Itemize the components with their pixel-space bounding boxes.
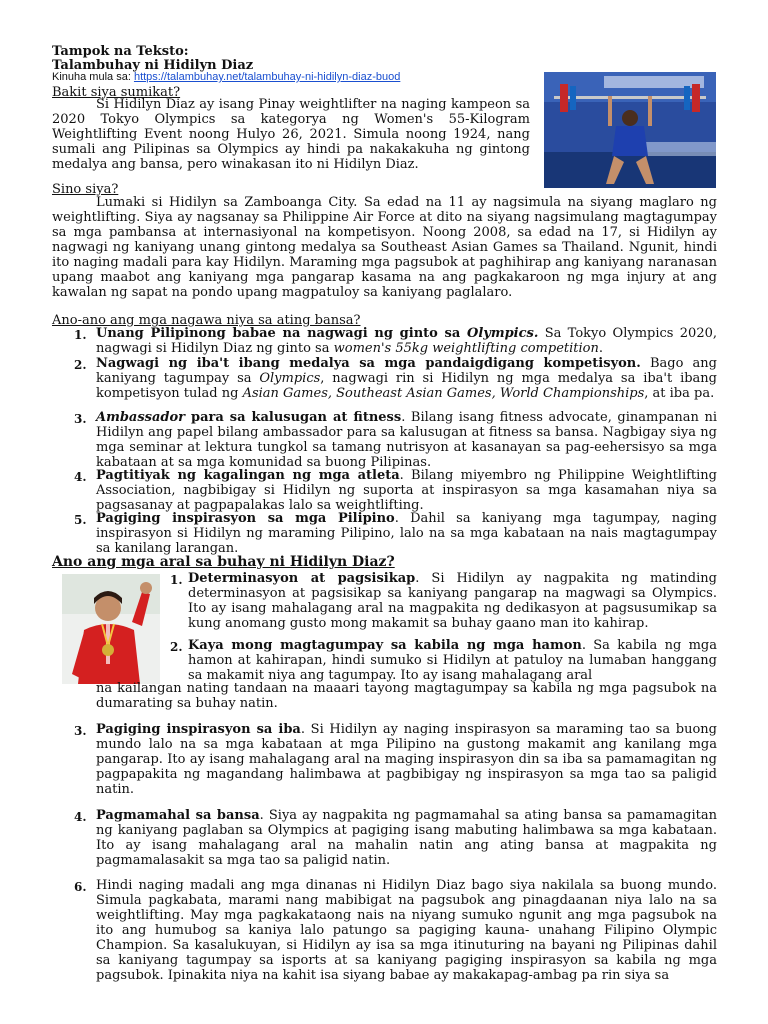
list-number: 1. [170, 573, 183, 587]
list-item-continuation: na kailangan nating tandaan na maaari tayong magtagumpay sa kabila ng mga pagsubok na dumarating sa buhay natin. [96, 681, 717, 711]
list-item [96, 808, 717, 868]
item-body: . Siya ay nagpakita ng pagmamahal sa ating bansa sa pamamagitan ng kaniyang paglaban sa Olympics at pagiging isang mabuting halimbawa sa mga kabataan. Ito ay isang mahalagang aral na mahalin natin ang ating bansa at magpakita ng pagmamalasakit sa mga tao sa paligid natin. [96, 808, 717, 868]
item-title: Pagiging inspirasyon sa mga Pilipino [96, 511, 395, 526]
item-title: para sa kalusugan at fitness [185, 410, 402, 425]
weightlifter-photo [544, 72, 716, 188]
item-title: Nagwagi ng iba't ibang medalya sa mga pandaigdigang kompetisyon. [96, 356, 641, 371]
heading-mga-aral: Ano ang mga aral sa buhay ni Hidilyn Diaz? [52, 554, 395, 570]
item-body: . Dahil sa kaniyang mga tagumpay, naging inspirasyon si Hidilyn ng maraming Pilipino, lalo na sa mga kabataan na nais magtagumpay sa kanilang larangan. [96, 511, 717, 556]
item-title: Pagtitiyak ng kagalingan ng mga atleta [96, 468, 400, 483]
heading-ano-ano: Ano-ano ang mga nagawa niya sa ating bansa? [52, 313, 361, 328]
item-title: Kaya mong magtagumpay sa kabila ng mga hamon [188, 638, 582, 653]
item-body: Bago ang kaniyang tagumpay sa [96, 356, 718, 386]
athlete-wave-icon [62, 574, 160, 684]
item-title-em: Ambassador [96, 410, 186, 425]
list-item [188, 571, 717, 631]
item-body-em: Olympics [259, 371, 321, 386]
item-title: Determinasyon at pagsisikap [188, 571, 416, 586]
athlete-photo [62, 574, 160, 684]
item-title-em: Olympics. [467, 326, 539, 341]
heading-bakit-siya-sumikat: Bakit siya sumikat? [52, 85, 181, 100]
list-number: 2. [170, 640, 183, 654]
list-item [96, 356, 717, 401]
para-bakit: Si Hidilyn Diaz ay isang Pinay weightlifter na naging kampeon sa 2020 Tokyo Olympics sa kategorya ng Women's 55-Kilogram Weightlifting Event noong Hulyo 26, 2021. Simula noong 1924, nang sumali ang Pilipinas sa Olympics ay hindi pa nakakakuha ng gintong medalya ang bansa, pero winakasan ito ni Hidilyn Diaz. [52, 97, 530, 172]
list-item [96, 511, 717, 556]
item-body: . Si Hidilyn ay nagpakita ng matinding determinasyon at pagsisikap sa kaniyang pangarap na magwagi sa Olympics. Ito ay isang mahalagang aral na magpakita ng dedikasyon at pagsusumikap sa kung anomang gusto mong makamit sa buhay gaano man ito kahirap. [188, 571, 717, 631]
heading-sino-siya: Sino siya? [52, 182, 119, 197]
list-item [96, 326, 717, 356]
list-item [96, 722, 717, 797]
list-number: 3. [74, 412, 87, 426]
item-body: Sa Tokyo Olympics 2020, nagwagi si Hidilyn Diaz ng ginto sa [96, 326, 717, 356]
weightlifter-icon [544, 72, 716, 188]
para-sino: Lumaki si Hidilyn sa Zamboanga City. Sa edad na 11 ay nagsimula na siyang maglaro ng weightlifting. Siya ay nagsanay sa Philippine Air Force at dito na siyang nagsimulang magtagumpay sa mga pambansa at internasiyonal na kompetisyon. Noong 2008, sa edad na 17, si Hidilyn ay nagwagi ng kaniyang unang gintong medalya sa Southeast Asian Games sa Thailand. Ngunit, hindi ito naging madali para kay Hidilyn. Maraming mga pagsubok at paghihirap ang kaniyang naranasan upang maabot ang kaniyang mga pangarap kasama na ang pagkakaroon ng mga injury at ang kawalan ng sapat na pondo upang magpatuloy sa kaniyang paglalaro. [52, 195, 717, 300]
doc-subtitle: Talambuhay ni Hidilyn Diaz [52, 58, 254, 73]
source-line [52, 71, 400, 84]
list-item [188, 638, 717, 683]
item-title: Pagmamahal sa bansa [96, 808, 260, 823]
item-body: . Bilang miyembro ng Philippine Weightlifting Association, nagbibigay si Hidilyn ng suporta at inspirasyon sa mga kasamahan niya sa pagsasanay at pagpapalakas lalo sa weightlifting. [96, 468, 717, 513]
source-link[interactable]: https://talambuhay.net/talambuhay-ni-hidilyn-diaz-buod [133, 71, 401, 83]
item-body: . Bilang isang fitness advocate, ginampanan ni Hidilyn ang papel bilang ambassador para sa kalusugan at fitness sa bansa. Nagbigay siya ng mga seminar at lektura tungkol sa tamang nutrisyon at kasanayan sa pag-eehersisyo sa mga kabataan at sa mga komunidad sa buong Pilipinas. [96, 410, 717, 470]
list-number: 6. [74, 880, 87, 894]
item-body-mid: , nagwagi rin si Hidilyn ng mga medalya sa iba't ibang kompetisyon tulad ng [96, 371, 717, 401]
list-number: 4. [74, 810, 87, 824]
item-body-em: women's 55kg weightlifting competition [333, 341, 599, 356]
list-item [96, 468, 717, 513]
list-item: Hindi naging madali ang mga dinanas ni Hidilyn Diaz bago siya nakilala sa buong mundo. Simula pagkabata, marami nang mabibigat na pagsubok ang pinagdaanan niya lalo na sa weightlifting. May mga pagkakataong nais na niyang sumuko ngunit ang mga pagsubok na ito ang humubog sa kaniya lalo patungo sa pagiging kauna- unahang Filipino Olympic Champion. Sa kasalukuyan, si Hidilyn ay isa sa mga itinuturing na bayani ng Pilipinas dahil sa kaniyang tagumpay sa isports at sa kaniyang pagiging inspirasyon sa kabila ng mga pagsubok. Ipinakita niya na kahit isa siyang babae ay makakapag-ambag pa rin siya sa [96, 878, 717, 983]
item-body-em2: Asian Games, Southeast Asian Games, World Championships [242, 386, 645, 401]
list-number: 4. [74, 470, 87, 484]
list-number: 5. [74, 513, 87, 527]
item-title: Unang Pilipinong babae na nagwagi ng ginto sa [96, 326, 467, 341]
doc-title: Tampok na Teksto: [52, 44, 189, 59]
list-number: 1. [74, 328, 87, 342]
item-title: Pagiging inspirasyon sa iba [96, 722, 301, 737]
list-number: 3. [74, 724, 87, 738]
source-label: Kinuha mula sa: [52, 71, 131, 83]
item-body-end: . [598, 341, 603, 356]
item-body: . Sa kabila ng mga hamon at kahirapan, hindi sumuko si Hidilyn at patuloy na lumaban hanggang sa makamit niya ang tagumpay. Ito ay isang mahalagang aral [188, 638, 717, 683]
item-body: . Si Hidilyn ay naging inspirasyon sa maraming tao sa buong mundo lalo na sa mga kabataan at mga Pilipino na gustong makamit ang kanilang mga pangarap. Ito ay isang mahalagang aral na maging inspirasyon din sa iba sa pamamagitan ng pagpapakita ng magandang halimbawa at pagbibigay ng inspirasyon sa mga tao sa paligid natin. [96, 722, 717, 797]
list-item [96, 410, 717, 470]
item-body-end: , at iba pa. [644, 386, 715, 401]
list-number: 2. [74, 358, 87, 372]
